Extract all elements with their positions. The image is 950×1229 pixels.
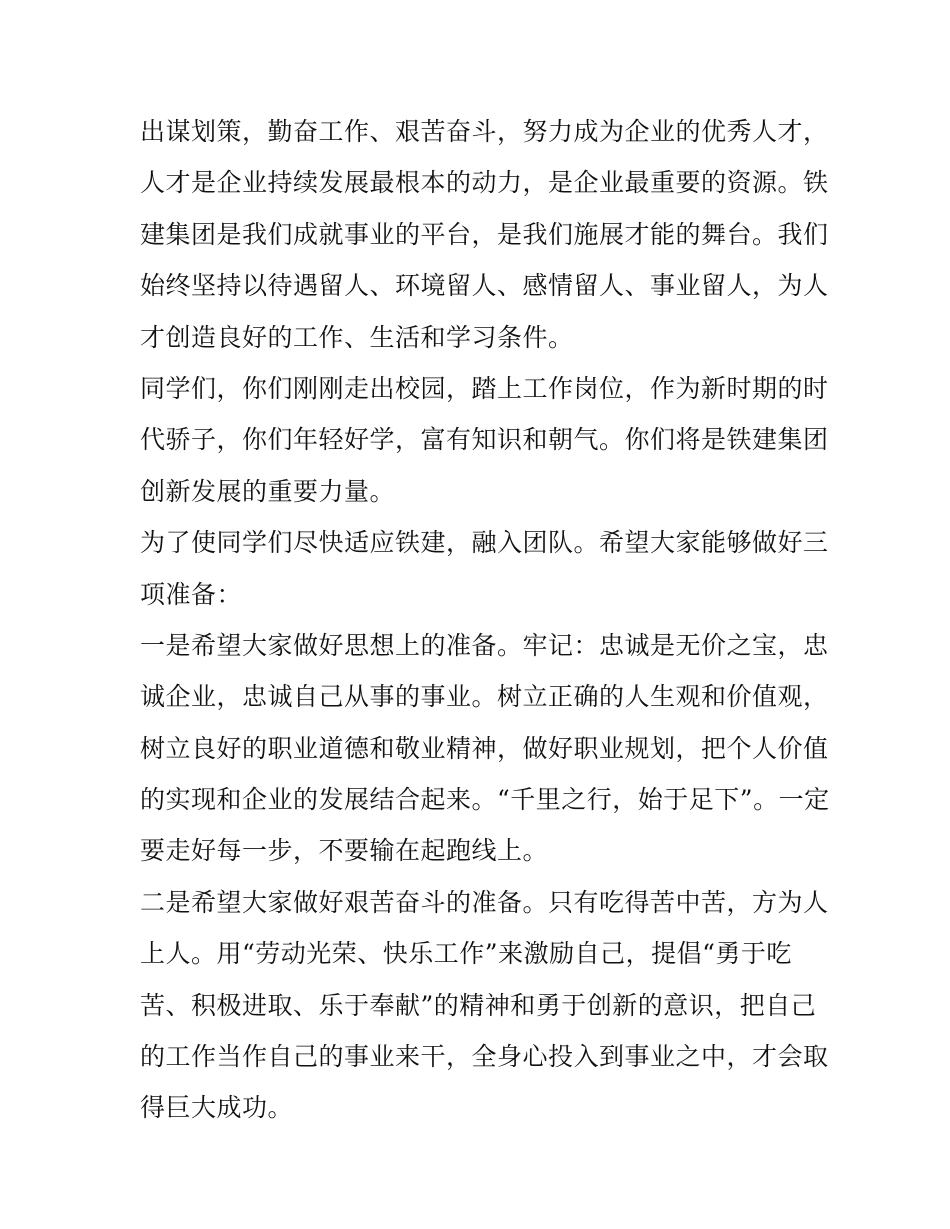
text-line: 诚企业，忠诚自己从事的事业。树立正确的人生观和价值观，: [140, 682, 829, 712]
text-line: 苦、积极进取、乐于奉献”的精神和勇于创新的意识，把自己: [140, 990, 817, 1020]
text-line: 树立良好的职业道德和敬业精神，做好职业规划，把个人价值: [140, 733, 829, 763]
text-line: 建集团是我们成就事业的平台，是我们施展才能的舞台。我们: [140, 219, 829, 249]
text-line: 项准备：: [140, 579, 243, 609]
text-line: 才创造良好的工作、生活和学习条件。: [140, 322, 574, 352]
text-line: 出谋划策，勤奋工作、艰苦奋斗，努力成为企业的优秀人才，: [140, 117, 829, 146]
text-line: 一是希望大家做好思想上的准备。牢记：忠诚是无价之宝，忠: [140, 630, 829, 660]
text-line: 的实现和企业的发展结合起来。“千里之行，始于足下”。一定: [140, 785, 830, 815]
text-line: 人才是企业持续发展最根本的动力，是企业最重要的资源。铁: [140, 168, 829, 198]
text-line: 上人。用“劳动光荣、快乐工作”来激励自己，提倡“勇于吃: [140, 939, 792, 969]
text-line: 为了使同学们尽快适应铁建，融入团队。希望大家能够做好三: [140, 528, 829, 558]
text-line: 始终坚持以待遇留人、环境留人、感情留人、事业留人，为人: [140, 271, 829, 301]
text-line: 同学们，你们刚刚走出校园，踏上工作岗位，作为新时期的时: [140, 373, 829, 403]
text-line: 二是希望大家做好艰苦奋斗的准备。只有吃得苦中苦，方为人: [140, 887, 829, 917]
text-line: 的工作当作自己的事业来干，全身心投入到事业之中，才会取: [140, 1042, 829, 1072]
text-line: 创新发展的重要力量。: [140, 476, 396, 506]
text-line: 要走好每一步，不要输在起跑线上。: [140, 836, 549, 866]
text-line: 代骄子，你们年轻好学，富有知识和朝气。你们将是铁建集团: [140, 425, 829, 455]
body-text: [140, 106, 830, 1134]
text-line: 得巨大成功。: [140, 1093, 294, 1123]
